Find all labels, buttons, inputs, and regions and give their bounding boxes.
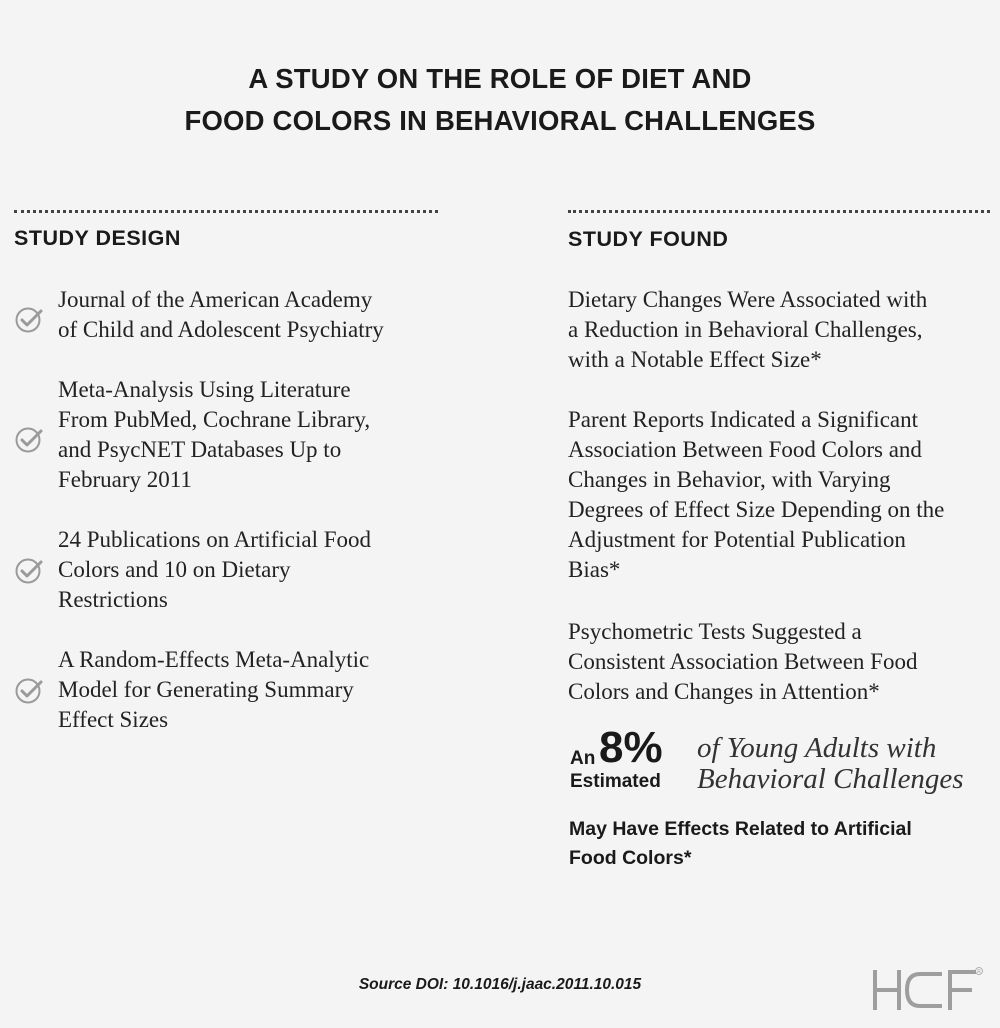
item-line: Restrictions	[58, 587, 168, 612]
study-design-heading: STUDY DESIGN	[14, 226, 181, 250]
study-design-item	[58, 525, 448, 615]
source-citation: Source DOI: 10.1016/j.jaac.2011.10.015	[358, 976, 642, 993]
right-divider	[568, 210, 990, 213]
item-line: Adjustment for Potential Publication	[568, 527, 906, 552]
item-line: Association Between Food Colors and	[568, 437, 922, 462]
item-line: with a Notable Effect Size*	[568, 347, 822, 372]
stat-description	[697, 733, 997, 795]
item-line: and PsycNET Databases Up to	[58, 437, 342, 462]
study-found-item	[568, 617, 993, 707]
item-line: Meta-Analysis Using Literature	[58, 377, 351, 402]
hcf-logo	[872, 966, 984, 1014]
stat-description-line: of Young Adults with	[697, 732, 937, 764]
item-line: of Child and Adolescent Psychiatry	[58, 317, 384, 342]
item-line: Effect Sizes	[58, 707, 169, 732]
study-found-heading: STUDY FOUND	[568, 227, 729, 251]
stat-note	[569, 815, 989, 873]
title-line-2: FOOD COLORS IN BEHAVIORAL CHALLENGES	[184, 105, 816, 136]
item-line: Consistent Association Between Food	[568, 649, 918, 674]
title-line-1: A STUDY ON THE ROLE OF DIET AND	[248, 63, 752, 94]
check-circle-icon	[14, 675, 46, 707]
item-line: a Reduction in Behavioral Challenges,	[568, 317, 923, 342]
stat-qualifier: Estimated	[570, 771, 661, 792]
svg-text:R: R	[977, 969, 981, 975]
check-circle-icon	[14, 424, 46, 456]
study-found-item	[568, 405, 993, 585]
stat-note-line: May Have Effects Related to Artificial	[569, 818, 912, 840]
check-circle-icon	[14, 304, 46, 336]
left-divider	[14, 210, 438, 213]
study-design-item	[58, 285, 448, 345]
check-circle-icon	[14, 555, 46, 587]
study-design-item	[58, 375, 448, 495]
item-line: Psychometric Tests Suggested a	[568, 619, 862, 644]
item-line: A Random-Effects Meta-Analytic	[58, 647, 370, 672]
study-found-item	[568, 285, 993, 375]
study-design-item	[58, 645, 448, 735]
item-line: Colors and 10 on Dietary	[58, 557, 291, 582]
stat-description-line: Behavioral Challenges	[697, 763, 964, 795]
item-line: Journal of the American Academy	[58, 287, 373, 312]
item-line: From PubMed, Cochrane Library,	[58, 407, 371, 432]
stat-prefix: An	[570, 748, 596, 769]
item-line: February 2011	[58, 467, 192, 492]
stat-value: 8%	[599, 723, 663, 772]
item-line: Bias*	[568, 557, 621, 582]
item-line: Changes in Behavior, with Varying	[568, 467, 891, 492]
page-title	[0, 58, 1000, 142]
item-line: Colors and Changes in Attention*	[568, 679, 880, 704]
item-line: Dietary Changes Were Associated with	[568, 287, 928, 312]
stat-note-line: Food Colors*	[569, 847, 692, 869]
item-line: 24 Publications on Artificial Food	[58, 527, 372, 552]
item-line: Parent Reports Indicated a Significant	[568, 407, 919, 432]
item-line: Degrees of Effect Size Depending on the	[568, 497, 945, 522]
item-line: Model for Generating Summary	[58, 677, 354, 702]
